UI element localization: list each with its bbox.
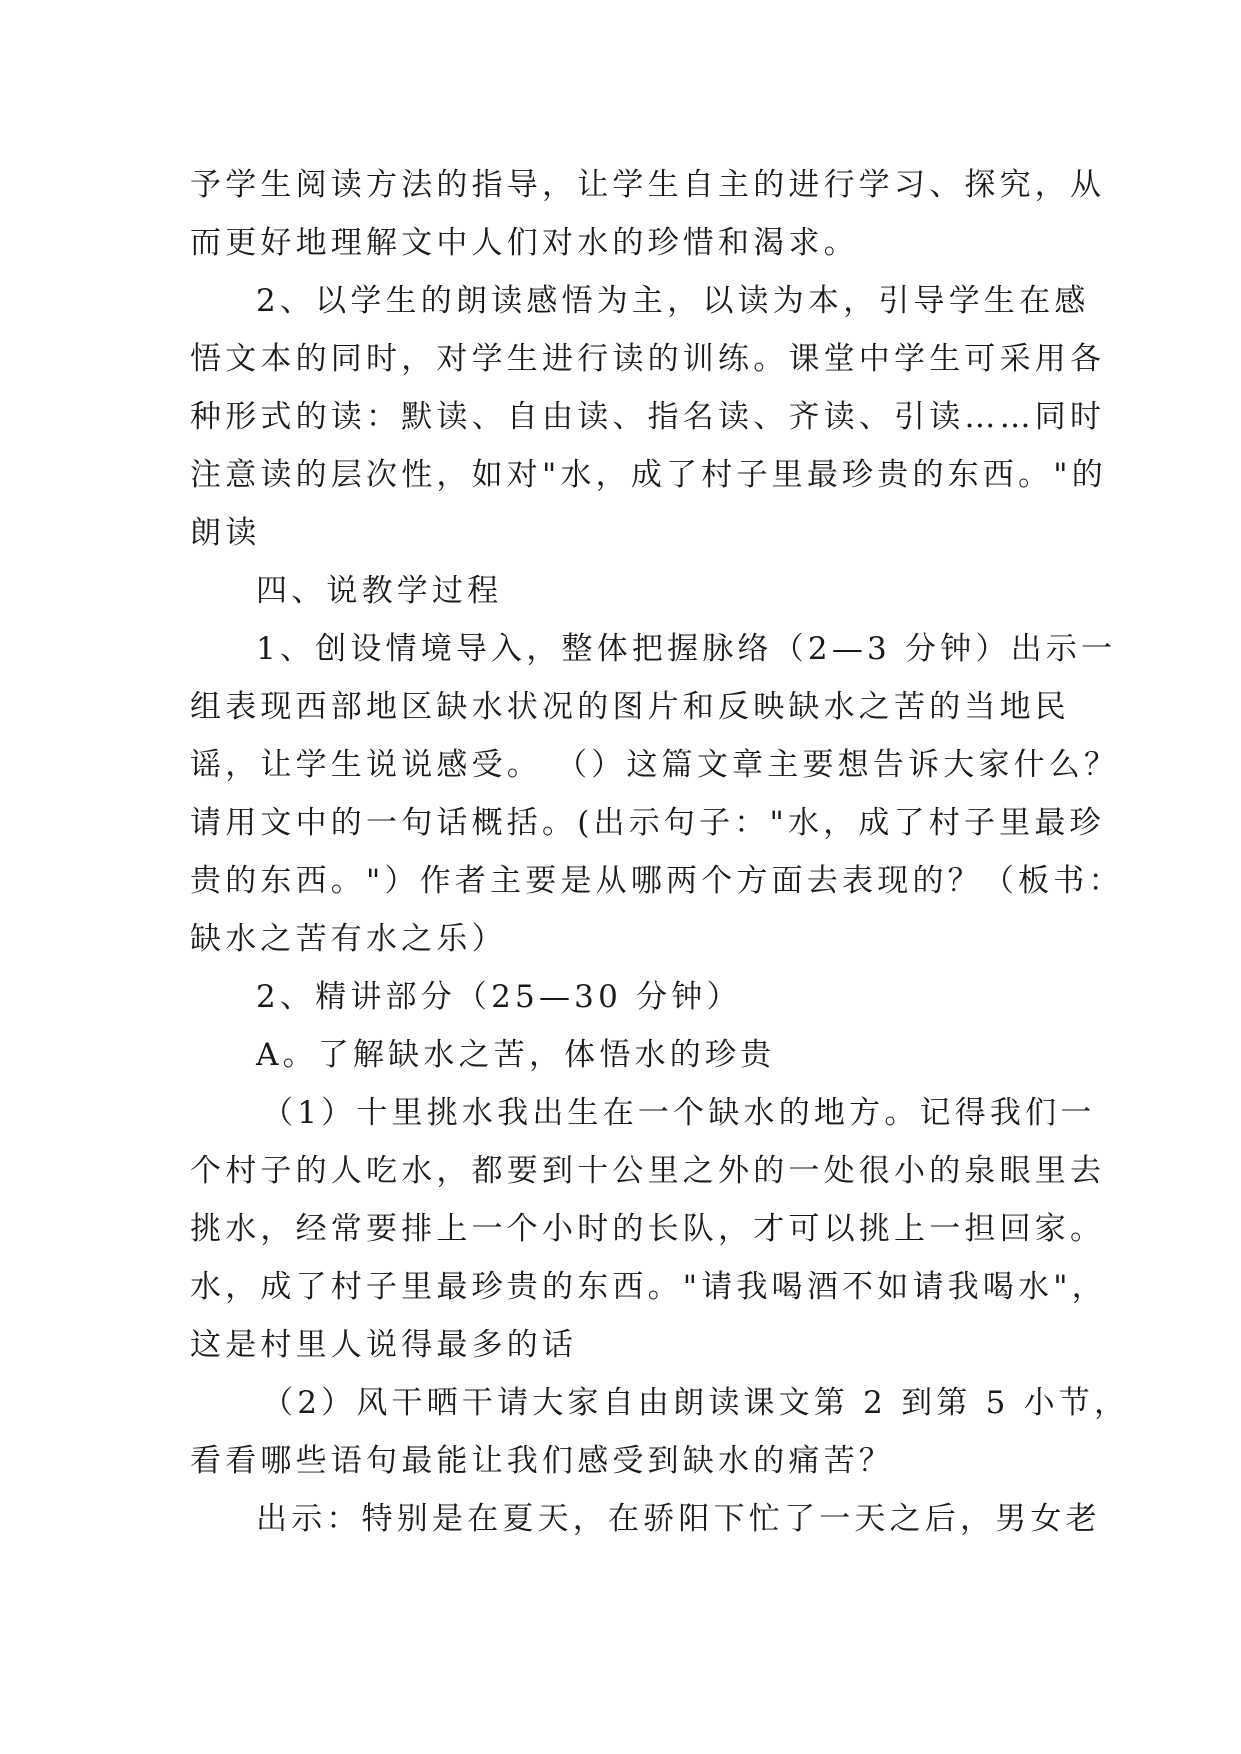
text-line: 朗读 bbox=[190, 515, 261, 551]
text-line: 种形式的读：默读、自由读、指名读、齐读、引读……同时 bbox=[190, 399, 1106, 435]
text-line: 组表现西部地区缺水状况的图片和反映缺水之苦的当地民 bbox=[190, 689, 1070, 725]
text-line: 个村子的人吃水，都要到十公里之外的一处很小的泉眼里去 bbox=[190, 1153, 1106, 1189]
text-line: （2）风干晒干请大家自由朗读课文第 2 到第 5 小节， bbox=[262, 1385, 1130, 1421]
text-line: 而更好地理解文中人们对水的珍惜和渴求。 bbox=[190, 225, 859, 261]
text-line: 缺水之苦有水之乐） bbox=[190, 921, 507, 957]
text-line: 这是村里人说得最多的话 bbox=[190, 1327, 578, 1363]
text-line: 悟文本的同时，对学生进行读的训练。课堂中学生可采用各 bbox=[190, 341, 1106, 377]
document-body bbox=[190, 156, 1130, 1548]
text-line: 水，成了村子里最珍贵的东西。"请我喝酒不如请我喝水"， bbox=[190, 1269, 1107, 1305]
section-heading: 四、说教学过程 bbox=[256, 573, 503, 609]
text-line: 注意读的层次性，如对"水，成了村子里最珍贵的东西。"的 bbox=[190, 457, 1107, 493]
text-line: 挑水，经常要排上一个小时的长队，才可以挑上一担回家。 bbox=[190, 1211, 1106, 1247]
text-line: 予学生阅读方法的指导，让学生自主的进行学习、探究，从 bbox=[190, 167, 1106, 203]
text-line: （1）十里挑水我出生在一个缺水的地方。记得我们一 bbox=[262, 1095, 1096, 1131]
text-line: 看看哪些语句最能让我们感受到缺水的痛苦？ bbox=[190, 1443, 894, 1479]
text-line: 2、精讲部分（25—30 分钟） bbox=[256, 979, 742, 1015]
text-line: A。了解缺水之苦，体悟水的珍贵 bbox=[256, 1037, 776, 1073]
text-line: 谣，让学生说说感受。 （）这篇文章主要想告诉大家什么？ bbox=[190, 747, 1120, 783]
text-line: 贵的东西。"）作者主要是从哪两个方面去表现的？（板书： bbox=[190, 863, 1124, 899]
text-line: 1、创设情境导入，整体把握脉络（2—3 分钟）出示一 bbox=[256, 631, 1117, 667]
text-line: 请用文中的一句话概括。(出示句子："水，成了村子里最珍 bbox=[190, 805, 1105, 841]
text-line: 2、以学生的朗读感悟为主，以读为本，引导学生在感 bbox=[256, 283, 1090, 319]
text-line: 出示：特别是在夏天，在骄阳下忙了一天之后，男女老 bbox=[256, 1501, 1101, 1537]
